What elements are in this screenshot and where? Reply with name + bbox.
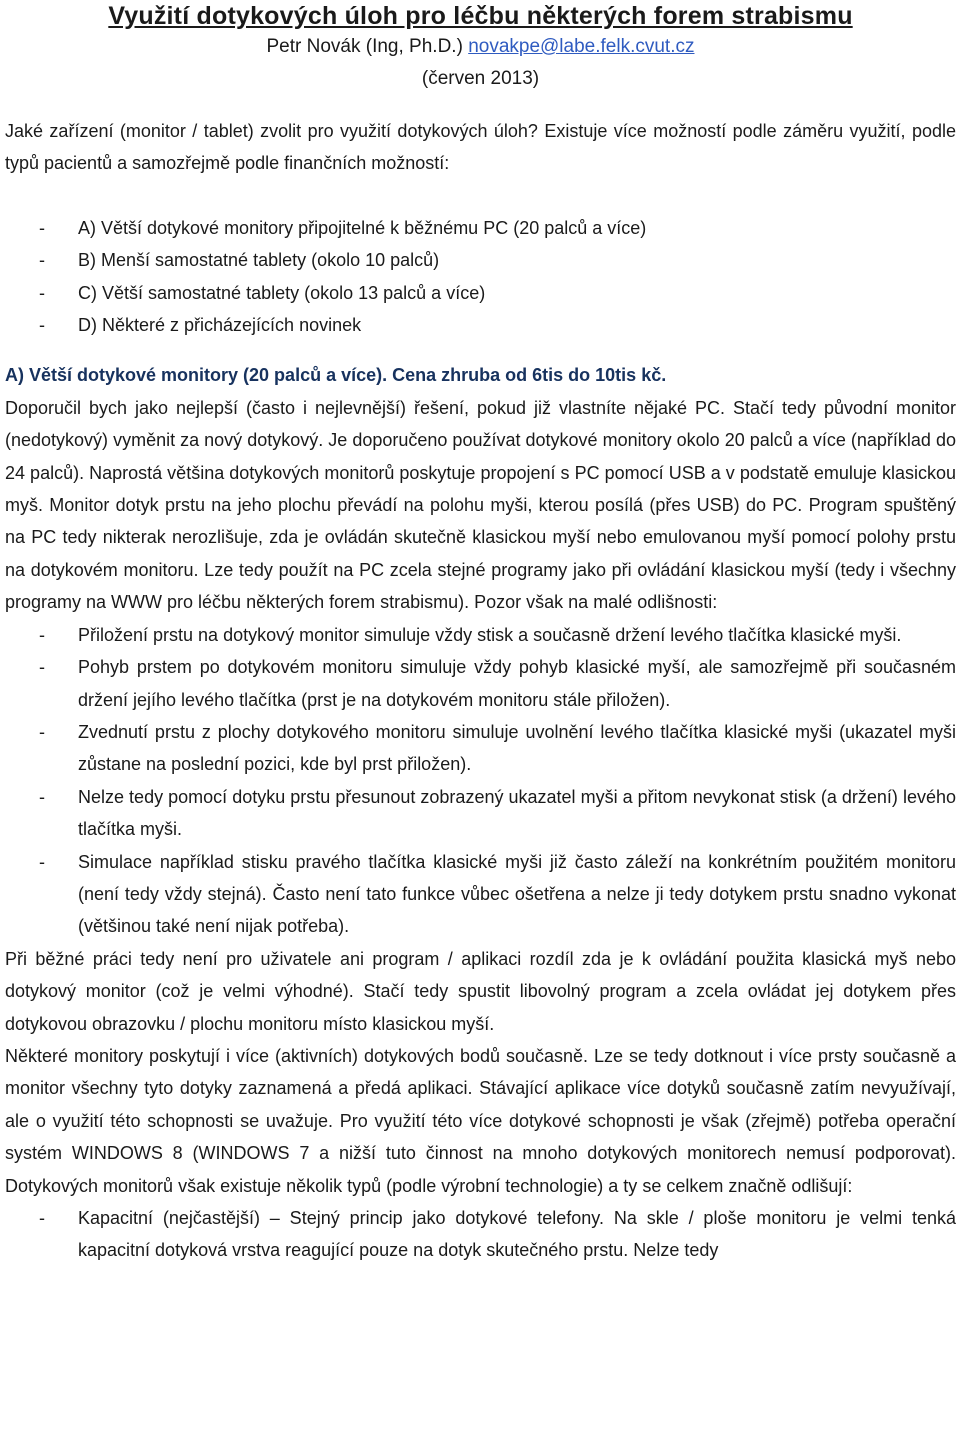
- differences-list: [5, 619, 956, 943]
- list-item: - Přiložení prstu na dotykový monitor simuluje vždy stisk a současně držení levého tlačítka klasické myši.: [5, 619, 956, 651]
- list-item: - C) Větší samostatné tablety (okolo 13 palců a více): [5, 277, 956, 309]
- author-email-link[interactable]: novakpe@labe.felk.cvut.cz: [468, 36, 695, 57]
- list-item: - Nelze tedy pomocí dotyku prstu přesunout zobrazený ukazatel myši a přitom nevykonat stisk (a držení) levého tlačítka myši.: [5, 781, 956, 846]
- list-item: - Simulace například stisku pravého tlačítka klasické myši již často záleží na konkrétním použitém monitoru (není tedy vždy stejná). Často není tato funkce vůbec ošetřena a nelze ji tedy dotykem prstu snadno vykonat (většinou také není nijak potřeba).: [5, 846, 956, 943]
- section-a-paragraph: Doporučil bych jako nejlepší (často i nejlevnější) řešení, pokud již vlastníte nějaké PC. Stačí tedy původní monitor (nedotykový) vyměnit za nový dotykový. Je doporučeno používat dotykové monitory okolo 20 palců a více (například do 24 palců). Naprostá většina dotykových monitorů poskytuje propojení s PC pomocí USB a v podstatě emuluje klasickou myš. Monitor dotyk prstu na jeho plochu převádí na polohu myši, kterou posílá (přes USB) do PC. Program spuštěný na PC tedy nikterak nerozlišuje, zda je ovládán skutečně klasickou myší nebo emulovanou myší pomocí polohy prstu na dotykovém monitoru. Lze tedy použít na PC zcela stejné programy jako při ovládání klasickou myší (tedy i všechny programy na WWW pro léčbu některých forem strabismu). Pozor však na malé odlišnosti:: [5, 397, 956, 613]
- document-body: [5, 115, 956, 1267]
- intro-paragraph: Jaké zařízení (monitor / tablet) zvolit pro využití dotykových úloh? Existuje více možností podle záměru využití, podle typů pacientů a samozřejmě podle finančních možností:: [5, 121, 956, 174]
- spacer: [5, 180, 956, 212]
- document-title: Využití dotykových úloh pro léčbu některých forem strabismu: [108, 2, 853, 30]
- author-name: Petr Novák (Ing, Ph.D.): [266, 36, 463, 57]
- list-item: - Zvednutí prstu z plochy dotykového monitoru simuluje uvolnění levého tlačítka klasické myši (ukazatel myši zůstane na poslední pozici, kde byl prst přiložen).: [5, 716, 956, 781]
- list-item: - Kapacitní (nejčastější) – Stejný princip jako dotykové telefony. Na skle / ploše monitoru je velmi tenká kapacitní dotyková vrstva reagující pouze na dotyk skutečného prstu. Nelze tedy: [5, 1202, 956, 1267]
- list-item: - D) Některé z přicházejících novinek: [5, 309, 956, 341]
- types-list: [5, 1202, 956, 1267]
- document-date: (červen 2013): [421, 68, 540, 89]
- author-line: [5, 31, 956, 63]
- list-item: - A) Větší dotykové monitory připojitelné k běžnému PC (20 palců a více): [5, 212, 956, 244]
- list-item: - B) Menší samostatné tablety (okolo 10 palců): [5, 244, 956, 276]
- section-a-paragraph-2: Při běžné práci tedy není pro uživatele ani program / aplikaci rozdíl zda je k ovládání použita klasická myš nebo dotykový monitor (což je velmi výhodné). Stačí tedy spustit libovolný program a zcela ovládat jej dotykem přes dotykovou obrazovku / plochu monitoru místo klasickou myší.: [5, 948, 956, 1034]
- section-a-paragraph-3: Některé monitory poskytují i více (aktivních) dotykových bodů současně. Lze se tedy dotknout i více prsty současně a monitor všechny tyto dotyky zaznamená a předá aplikaci. Stávající aplikace více dotyků současně zatím nevyužívají, ale o využití této schopnosti se uvažuje. Pro využití této více dotykové schopnosti je však (zřejmě) potřeba operační systém WINDOWS 8 (WINDOWS 7 a nižší tuto činnost na mnoho dotykových monitorech nemusí podporovat). Dotykových monitorů však existuje několik typů (podle výrobní technologie) a ty se celkem značně odlišují:: [5, 1045, 956, 1196]
- section-a-heading-price: Cena zhruba od 6tis do 10tis kč.: [392, 365, 667, 386]
- list-item: - Pohyb prstem po dotykovém monitoru simuluje vždy pohyb klasické myší, ale samozřejmě při současném držení jejího levého tlačítka (prst je na dotykovém monitoru stále přiložen).: [5, 651, 956, 716]
- section-a-heading-title: A) Větší dotykové monitory (20 palců a více).: [5, 365, 388, 386]
- options-list: [5, 212, 956, 342]
- section-a-heading: [5, 359, 956, 391]
